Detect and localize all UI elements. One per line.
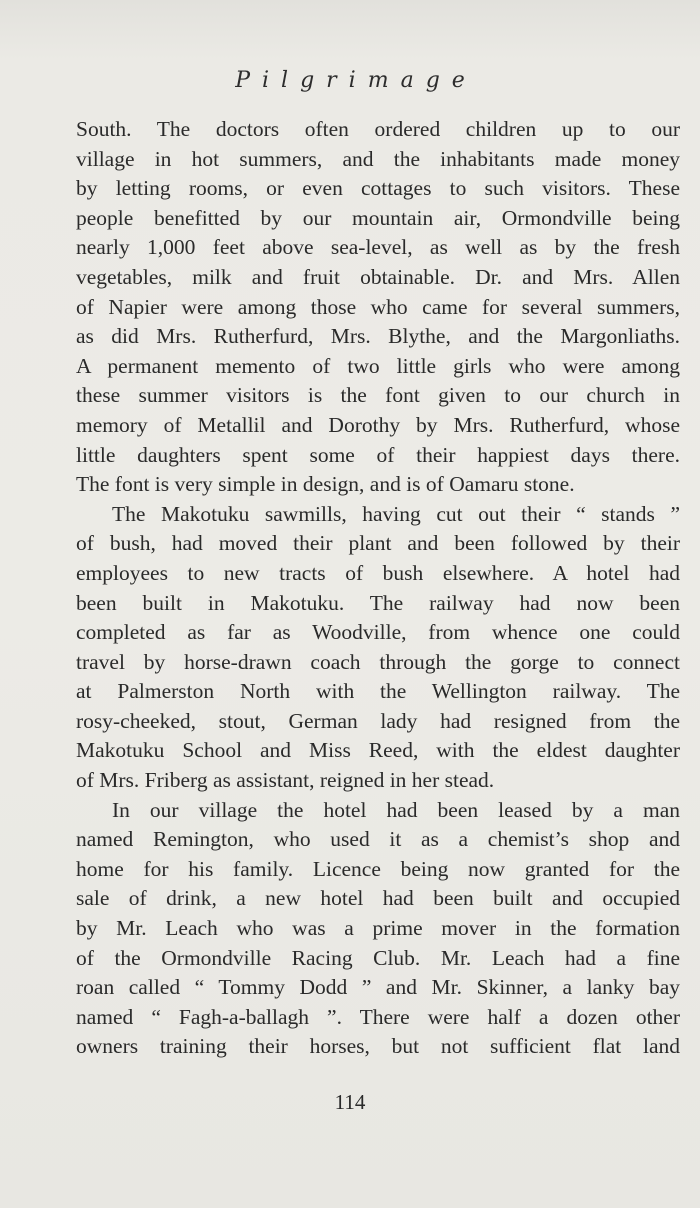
text-line: as did Mrs. Rutherfurd, Mrs. Blythe, and the Margonliaths. — [76, 324, 680, 349]
text-line: travel by horse-drawn coach through the gorge to connect — [76, 649, 680, 674]
text-line: of the Ormondville Racing Club. Mr. Leach had a fine — [76, 945, 680, 970]
text-line: Makotuku School and Miss Reed, with the eldest daughter — [76, 738, 680, 763]
text-line: named “ Fagh-a-ballagh ”. There were half a dozen other — [76, 1004, 680, 1029]
running-head: Pilgrimage — [235, 68, 477, 93]
text-line: vegetables, milk and fruit obtainable. Dr. and Mrs. Allen — [76, 264, 680, 289]
text-line: of Napier were among those who came for several summers, — [76, 294, 680, 319]
text-line: employees to new tracts of bush elsewhere. A hotel had — [76, 560, 680, 585]
text-line: South. The doctors often ordered children up to our — [76, 117, 680, 141]
text-line: owners training their horses, but not sufficient flat land — [76, 1034, 680, 1059]
text-line: village in hot summers, and the inhabitants made money — [76, 146, 680, 171]
body-text — [76, 115, 680, 1062]
text-line: The font is very simple in design, and is of Oamaru stone. — [76, 472, 575, 497]
text-line: by Mr. Leach who was a prime mover in the formation — [76, 916, 680, 941]
text-line: sale of drink, a new hotel had been built and occupied — [76, 886, 680, 911]
text-line: people benefitted by our mountain air, Ormondville being — [76, 205, 680, 230]
text-line: In our village the hotel had been leased by a man — [112, 797, 680, 822]
text-line: these summer visitors is the font given to our church in — [76, 383, 680, 408]
text-line: nearly 1,000 feet above sea-level, as well as by the fresh — [76, 235, 680, 260]
text-line: of Mrs. Friberg as assistant, reigned in her stead. — [76, 768, 495, 793]
text-line: at Palmerston North with the Wellington railway. The — [76, 679, 680, 704]
text-line: of bush, had moved their plant and been followed by their — [76, 531, 680, 556]
page-number: 114 — [334, 1090, 366, 1114]
text-line: named Remington, who used it as a chemist’s shop and — [76, 827, 680, 852]
text-line: by letting rooms, or even cottages to such visitors. These — [76, 176, 680, 201]
text-line: The Makotuku sawmills, having cut out their “ stands ” — [112, 501, 680, 526]
text-line: memory of Metallil and Dorothy by Mrs. Rutherfurd, whose — [76, 412, 680, 437]
text-line: roan called “ Tommy Dodd ” and Mr. Skinner, a lanky bay — [76, 975, 680, 1000]
text-line: home for his family. Licence being now granted for the — [76, 856, 680, 881]
text-line: rosy-cheeked, stout, German lady had resigned from the — [76, 708, 680, 733]
text-line: A permanent memento of two little girls who were among — [76, 353, 680, 378]
text-line: little daughters spent some of their happiest days there. — [76, 442, 680, 467]
text-line: been built in Makotuku. The railway had now been — [76, 590, 680, 615]
text-line: completed as far as Woodville, from whence one could — [76, 620, 680, 645]
